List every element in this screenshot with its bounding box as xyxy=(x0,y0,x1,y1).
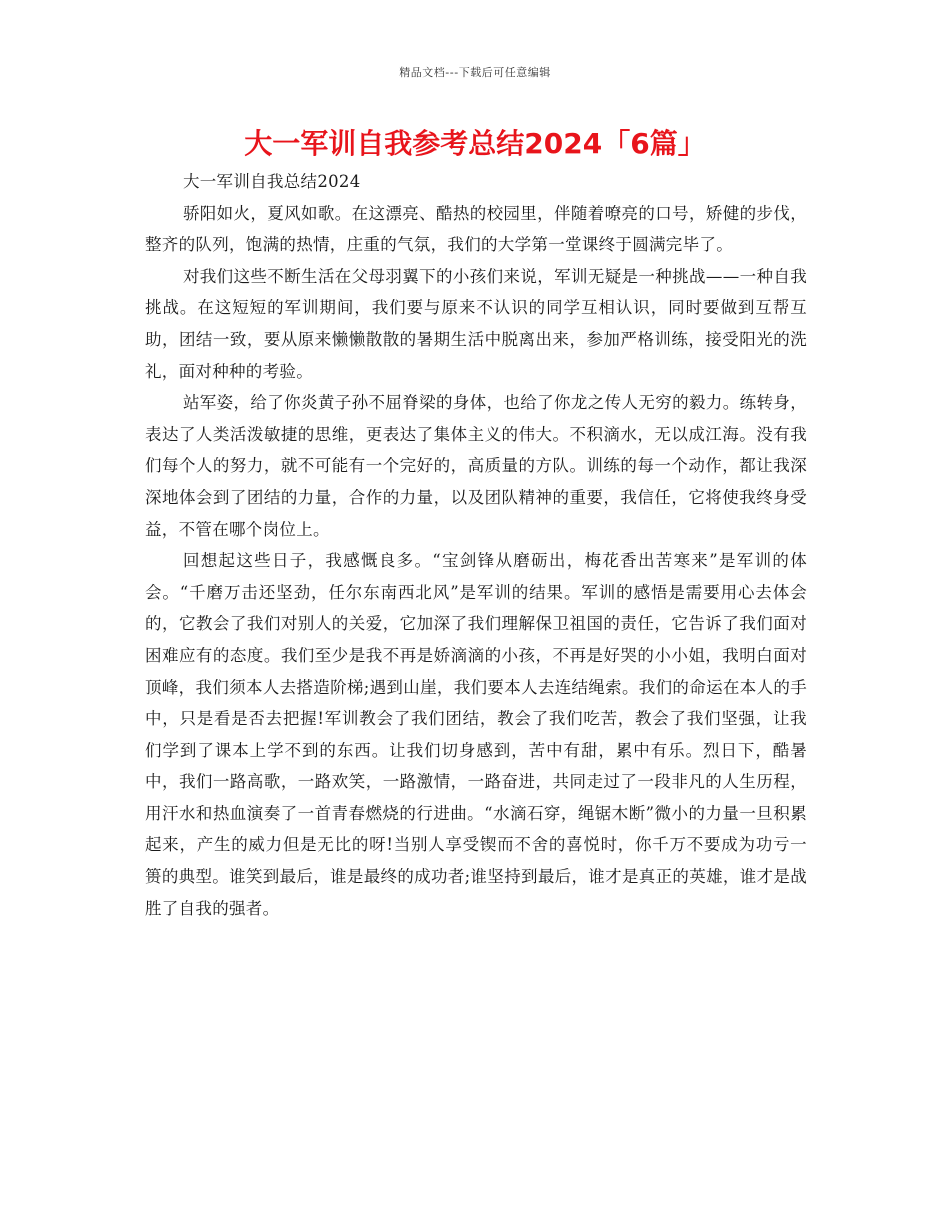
paragraph-1: 骄阳如火，夏风如歌。在这漂亮、酷热的校园里，伴随着嘹亮的口号，矫健的步伐，整齐的队列，饱满的热情，庄重的气氛，我们的大学第一堂课终于圆满完毕了。 xyxy=(145,203,807,255)
paragraph-4: 回想起这些日子，我感慨良多。“宝剑锋从磨砺出，梅花香出苦寒来”是军训的体会。“千磨万击还坚劲，任尔东南西北风”是军训的结果。军训的感悟是需要用心去体会的，它教会了我们对别人的关爱，它加深了我们理解保卫祖国的责任，它告诉了我们面对困难应有的态度。我们至少是我不再是娇滴滴的小孩，不再是好哭的小小姐，我明白面对顶峰，我们须本人去搭造阶梯;遇到山崖，我们要本人去连结绳索。我们的命运在本人的手中，只是看是否去把握!军训教会了我们团结，教会了我们吃苦，教会了我们坚强，让我们学到了课本上学不到的东西。让我们切身感到，苦中有甜，累中有乐。烈日下，酷暑中，我们一路高歌，一路欢笑，一路激情，一路奋进，共同走过了一段非凡的人生历程，用汗水和热血演奏了一首青春燃烧的行进曲。“水滴石穿，绳锯木断”微小的力量一旦积累起来，产生的威力但是无比的呀!当别人享受锲而不舍的喜悦时，你千万不要成为功亏一篑的典型。谁笑到最后，谁是最终的成功者;谁坚持到最后，谁才是真正的英雄，谁才是战胜了自我的强者。 xyxy=(145,551,807,918)
paragraph-3: 站军姿，给了你炎黄子孙不屈脊梁的身体，也给了你龙之传人无穷的毅力。练转身，表达了人类活泼敏捷的思维，更表达了集体主义的伟大。不积滴水，无以成江海。没有我们每个人的努力，就不可能有一个完好的，高质量的方队。训练的每一个动作，都让我深深地体会到了团结的力量，合作的力量，以及团队精神的重要，我信任，它将使我终身受益，不管在哪个岗位上。 xyxy=(145,393,807,539)
header-note: 精品文档---下载后可任意编辑 xyxy=(399,66,551,79)
paragraph-2: 对我们这些不断生活在父母羽翼下的小孩们来说，军训无疑是一种挑战——一种自我挑战。在这短短的军训期间，我们要与原来不认识的同学互相认识，同时要做到互帮互助，团结一致，要从原来懒懒散散的暑期生活中脱离出来，参加严格训练，接受阳光的洗礼，面对种种的考验。 xyxy=(145,266,807,381)
document-body xyxy=(145,166,807,924)
document-subtitle: 大一军训自我总结2024 xyxy=(182,172,361,191)
document-title: 大一军训自我参考总结2024「6篇」 xyxy=(244,127,706,160)
